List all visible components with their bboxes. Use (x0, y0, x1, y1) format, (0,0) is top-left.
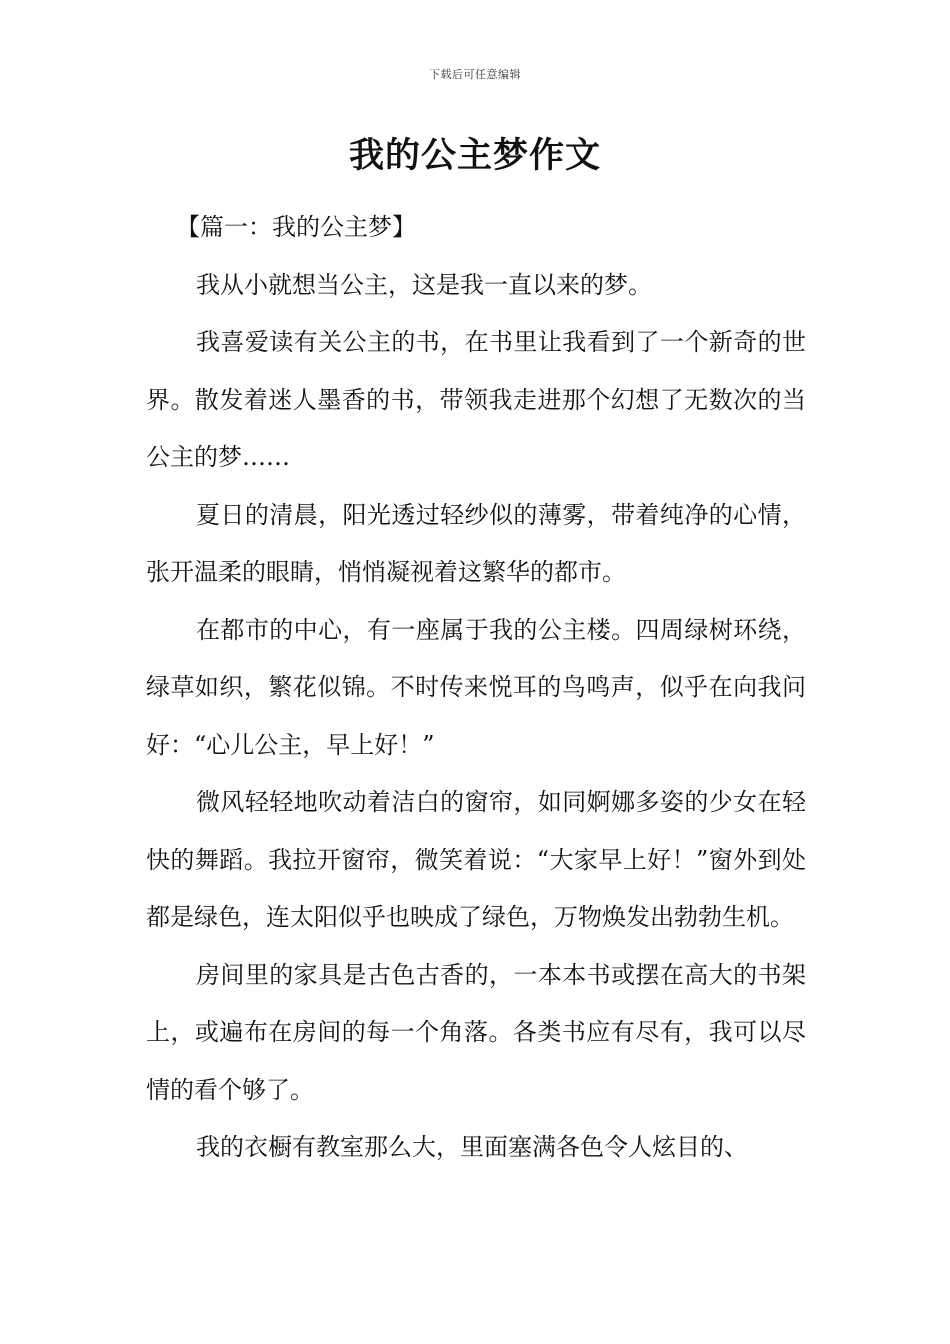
paragraph-5: 微风轻轻地吹动着洁白的窗帘，如同婀娜多姿的少女在轻快的舞蹈。我拉开窗帘，微笑着说：“大家早上好！”窗外到处都是绿色，连太阳似乎也映成了绿色，万物焕发出勃勃生机。 (146, 788, 806, 931)
paragraph-3: 夏日的清晨，阳光透过轻纱似的薄雾，带着纯净的心情，张开温柔的眼睛，悄悄凝视着这繁华的都市。 (146, 500, 806, 586)
document-title: 我的公主梦作文 (348, 136, 601, 176)
paragraph-1: 我从小就想当公主，这是我一直以来的梦。 (196, 270, 652, 299)
section-heading: 【篇一：我的公主梦】 (176, 213, 416, 241)
paragraph-6: 房间里的家具是古色古香的，一本本书或摆在高大的书架上，或遍布在房间的每一个角落。各类书应有尽有，我可以尽情的看个够了。 (146, 960, 806, 1104)
document-body (146, 199, 806, 1177)
paragraph-4: 在都市的中心，有一座属于我的公主楼。四周绿树环绕，绿草如织，繁花似锦。不时传来悦耳的鸟鸣声，似乎在向我问好：“心儿公主，早上好！” (146, 615, 806, 759)
page-header-note: 下载后可任意编辑 (429, 68, 521, 81)
paragraph-2: 我喜爱读有关公主的书，在书里让我看到了一个新奇的世界。散发着迷人墨香的书，带领我走进那个幻想了无数次的当公主的梦…… (146, 328, 806, 471)
paragraph-7: 我的衣橱有教室那么大，里面塞满各色令人炫目的、 (196, 1133, 748, 1161)
